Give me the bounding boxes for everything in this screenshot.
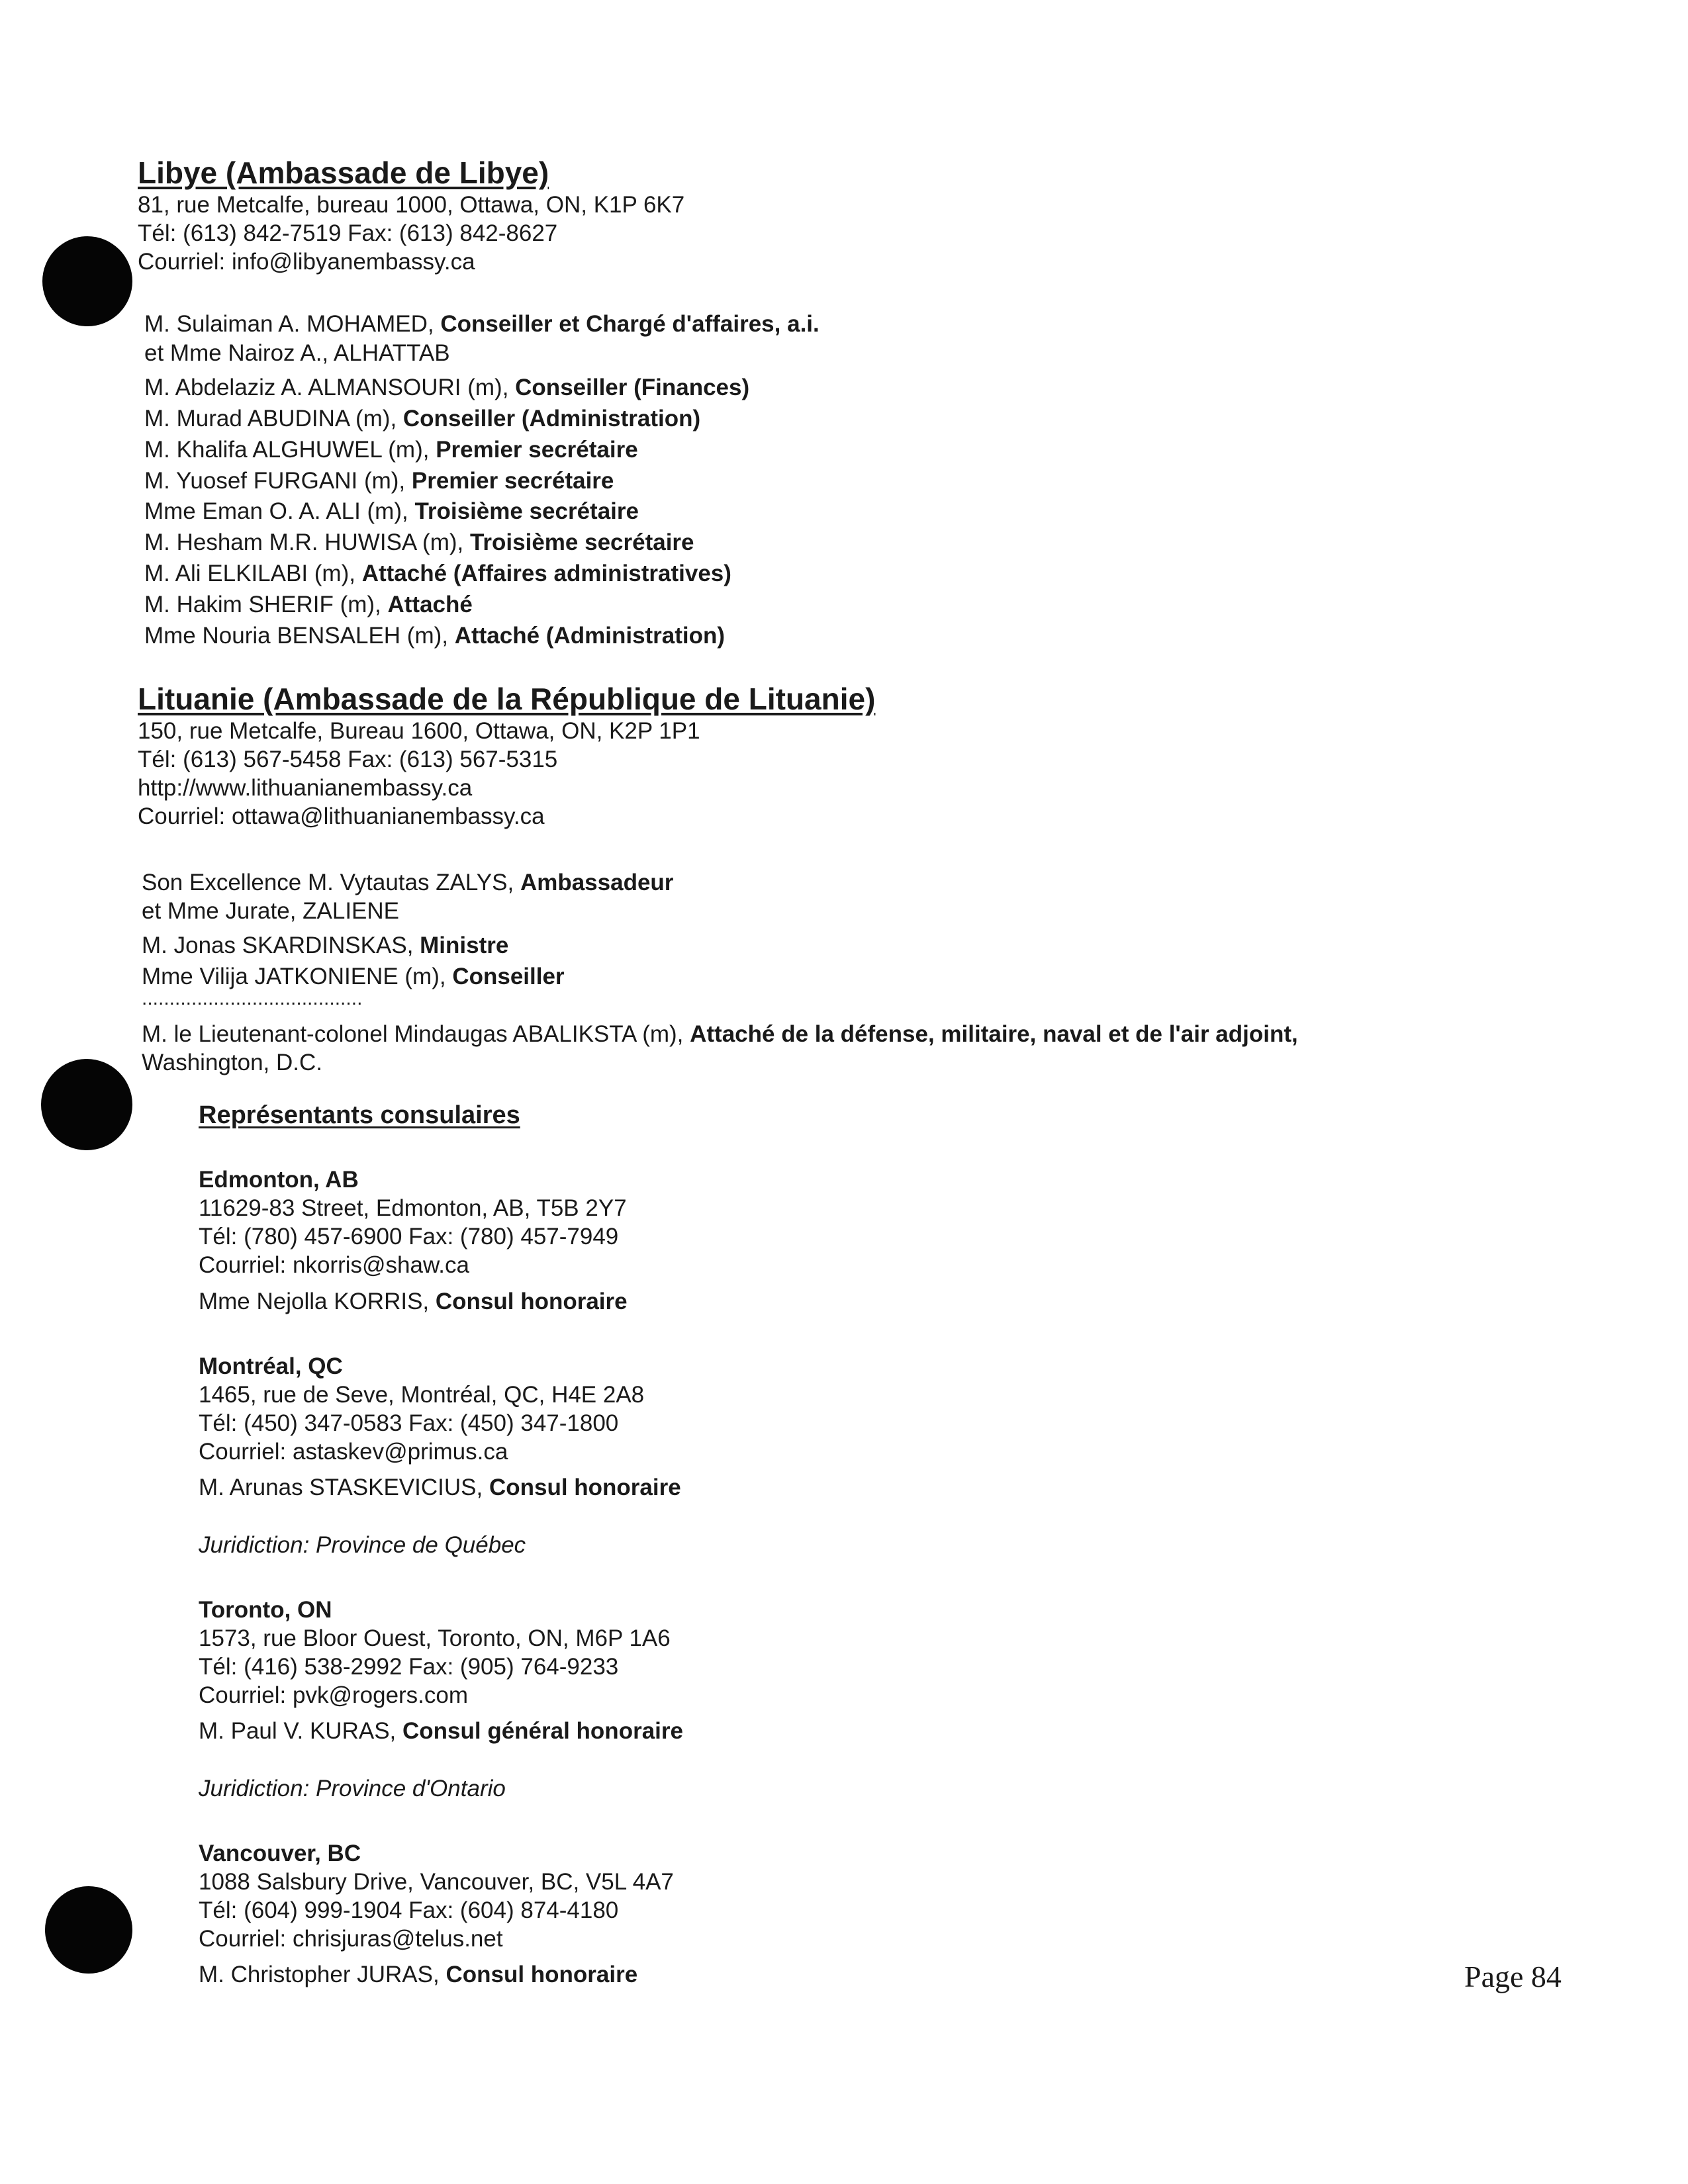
libye-address: 81, rue Metcalfe, bureau 1000, Ottawa, ON, K1P 6K7 [138,192,685,218]
office-email: Courriel: pvk@rogers.com [199,1682,469,1708]
office-email: Courriel: nkorris@shaw.ca [199,1252,469,1278]
staff-entry: M. Khalifa ALGHUWEL (m), Premier secrétaire [144,437,638,463]
staff-entry: M. Hesham M.R. HUWISA (m), Troisième secrétaire [144,529,694,555]
staff-entry: M. Jonas SKARDINSKAS, Ministre [142,933,509,958]
office-person: Mme Nejolla KORRIS, Consul honoraire [199,1289,628,1314]
office-person: M. Christopher JURAS, Consul honoraire [199,1962,638,1987]
staff-entry: et Mme Jurate, ZALIENE [142,898,400,924]
office-city: Toronto, ON [199,1597,332,1623]
punch-hole-bottom [45,1886,132,1974]
punch-hole-top [42,236,132,326]
office-phone: Tél: (780) 457-6900 Fax: (780) 457-7949 [199,1224,619,1250]
office-jurisdiction: Juridiction: Province de Québec [199,1532,526,1558]
office-address: 11629-83 Street, Edmonton, AB, T5B 2Y7 [199,1195,627,1221]
staff-entry: Mme Eman O. A. ALI (m), Troisième secrétaire [144,498,639,524]
lituanie-address: 150, rue Metcalfe, Bureau 1600, Ottawa, ON, K2P 1P1 [138,718,700,744]
staff-entry: M. Sulaiman A. MOHAMED, Conseiller et Chargé d'affaires, a.i. [144,311,820,337]
lituanie-website: http://www.lithuanianembassy.ca [138,775,473,801]
office-address: 1573, rue Bloor Ouest, Toronto, ON, M6P 1A6 [199,1625,671,1651]
office-phone: Tél: (604) 999-1904 Fax: (604) 874-4180 [199,1897,619,1923]
libye-heading: Libye (Ambassade de Libye) [138,156,549,190]
office-city: Vancouver, BC [199,1841,361,1866]
staff-entry: Mme Vilija JATKONIENE (m), Conseiller [142,964,565,989]
office-email: Courriel: chrisjuras@telus.net [199,1926,503,1952]
staff-entry: M. Murad ABUDINA (m), Conseiller (Administration) [144,406,701,432]
staff-entry: M. Ali ELKILABI (m), Attaché (Affaires administratives) [144,561,731,586]
lituanie-staff-list [142,870,1466,1081]
office-email: Courriel: astaskev@primus.ca [199,1439,508,1465]
consular-office [199,1597,1192,1802]
dotted-separator: ........................................ [142,987,363,1009]
page-number: Page 84 [1464,1960,1562,1993]
office-address: 1465, rue de Seve, Montréal, QC, H4E 2A8 [199,1382,645,1408]
office-phone: Tél: (450) 347-0583 Fax: (450) 347-1800 [199,1410,619,1436]
lituanie-phone: Tél: (613) 567-5458 Fax: (613) 567-5315 [138,747,558,772]
libye-email: Courriel: info@libyanembassy.ca [138,249,475,275]
office-person: M. Arunas STASKEVICIUS, Consul honoraire [199,1475,681,1500]
office-city: Montréal, QC [199,1353,343,1379]
office-city: Edmonton, AB [199,1167,359,1193]
staff-entry: M. Abdelaziz A. ALMANSOURI (m), Conseiller (Finances) [144,375,750,400]
staff-entry: M. le Lieutenant-colonel Mindaugas ABALIKSTA (m), Attaché de la défense, militaire, naval et de l'air adjoint, [142,1021,1298,1047]
staff-entry: Mme Nouria BENSALEH (m), Attaché (Administration) [144,623,726,649]
office-jurisdiction: Juridiction: Province d'Ontario [199,1776,506,1801]
lituanie-email: Courriel: ottawa@lithuanianembassy.ca [138,803,545,829]
staff-entry: Son Excellence M. Vytautas ZALYS, Ambassadeur [142,870,674,895]
consular-office [199,1353,1192,1559]
libye-phone: Tél: (613) 842-7519 Fax: (613) 842-8627 [138,220,558,246]
office-person: M. Paul V. KURAS, Consul général honoraire [199,1718,683,1744]
consular-heading: Représentants consulaires [199,1101,520,1129]
consular-office [199,1167,1192,1312]
lituanie-heading: Lituanie (Ambassade de la République de Lituanie) [138,682,876,716]
libye-staff-list [144,311,1203,655]
office-address: 1088 Salsbury Drive, Vancouver, BC, V5L 4A7 [199,1869,674,1895]
office-phone: Tél: (416) 538-2992 Fax: (905) 764-9233 [199,1654,619,1680]
staff-entry-location: Washington, D.C. [142,1050,322,1075]
staff-entry: M. Hakim SHERIF (m), Attaché [144,592,473,617]
consular-office [199,1841,1192,1999]
staff-entry: M. Yuosef FURGANI (m), Premier secrétaire [144,468,614,494]
staff-entry: et Mme Nairoz A., ALHATTAB [144,340,450,366]
punch-hole-middle [41,1059,132,1150]
